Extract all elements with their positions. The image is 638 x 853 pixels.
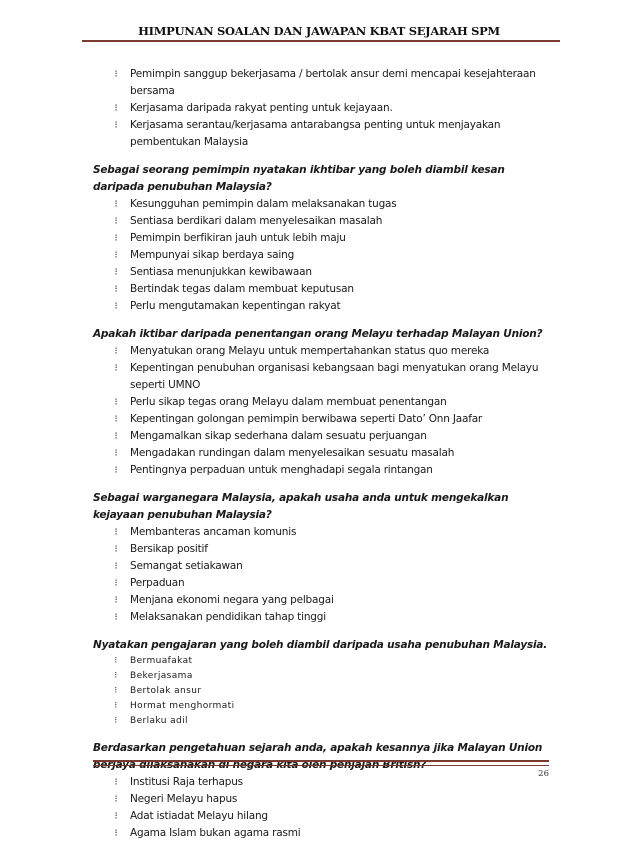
bullet-icon: ⁝ — [114, 199, 118, 210]
list-item — [93, 428, 549, 445]
bullet-icon: ⁝ — [114, 671, 118, 681]
list-item — [93, 774, 549, 791]
page-header — [0, 20, 638, 39]
list-item-text: Kesungguhan pemimpin dalam melaksanakan tugas — [130, 198, 397, 210]
list-item-text: Bermuafakat — [130, 656, 193, 666]
list-item-text: Kerjasama daripada rakyat penting untuk kejayaan. — [130, 102, 393, 114]
list-item — [93, 669, 549, 684]
list-item — [93, 411, 549, 428]
footer-rule — [93, 760, 549, 762]
qa-section — [93, 326, 549, 479]
bullet-icon: ⁝ — [114, 811, 118, 822]
header-rule — [82, 40, 560, 42]
list-item — [93, 524, 549, 541]
list-item-text: Adat istiadat Melayu hilang — [130, 810, 268, 822]
list-item-text: Perlu sikap tegas orang Melayu dalam membuat penentangan — [130, 396, 447, 408]
list-item-text: Pentingnya perpaduan untuk menghadapi segala rintangan — [130, 464, 433, 476]
answer-list — [93, 774, 549, 842]
bullet-icon: ⁝ — [114, 527, 118, 538]
qa-section — [93, 162, 549, 315]
bullet-icon: ⁝ — [114, 346, 118, 357]
list-item — [93, 213, 549, 230]
list-item — [93, 541, 549, 558]
intro-list — [93, 66, 549, 151]
list-item-text: Membanteras ancaman komunis — [130, 526, 297, 538]
list-item-text: Agama Islam bukan agama rasmi — [130, 827, 301, 839]
list-item — [93, 462, 549, 479]
answer-list — [93, 654, 549, 729]
list-item-text: Bertolak ansur — [130, 686, 202, 696]
list-item — [93, 714, 549, 729]
document-body — [93, 66, 549, 853]
list-item — [93, 445, 549, 462]
bullet-icon: ⁝ — [114, 120, 118, 131]
list-item-text: Bekerjasama — [130, 671, 193, 681]
list-item-text: Melaksanakan pendidikan tahap tinggi — [130, 611, 326, 623]
list-item — [93, 575, 549, 592]
bullet-icon: ⁝ — [114, 544, 118, 555]
footer-rule-thin — [93, 765, 549, 766]
bullet-icon: ⁝ — [114, 794, 118, 805]
list-item-text: Sentiasa menunjukkan kewibawaan — [130, 266, 312, 278]
qa-section — [93, 490, 549, 626]
list-item-text: Berlaku adil — [130, 716, 188, 726]
bullet-icon: ⁝ — [114, 595, 118, 606]
list-item — [93, 230, 549, 247]
bullet-icon: ⁝ — [114, 233, 118, 244]
list-item-text: Bersikap positif — [130, 543, 208, 555]
list-item-text: Kepentingan penubuhan organisasi kebangsaan bagi menyatukan orang Melayu seperti UMNO — [130, 362, 539, 391]
list-item-text: Negeri Melayu hapus — [130, 793, 238, 805]
bullet-icon: ⁝ — [114, 363, 118, 374]
list-item — [93, 298, 549, 315]
list-item-text: Mempunyai sikap berdaya saing — [130, 249, 295, 261]
list-item — [93, 247, 549, 264]
list-item — [93, 394, 549, 411]
question-heading: Sebagai seorang pemimpin nyatakan ikhtibar yang boleh diambil kesan daripada penubuhan Malaysia? — [93, 164, 505, 193]
bullet-icon: ⁝ — [114, 301, 118, 312]
list-item-text: Sentiasa berdikari dalam menyelesaikan masalah — [130, 215, 383, 227]
question-heading: Berdasarkan pengetahuan sejarah anda, apakah kesannya jika Malayan Union berjaya dilaksanakan di negara kita oleh penjajah British? — [93, 742, 543, 771]
bullet-icon: ⁝ — [114, 561, 118, 572]
list-item — [93, 66, 549, 100]
bullet-icon: ⁝ — [114, 686, 118, 696]
question-heading: Apakah iktibar daripada penentangan orang Melayu terhadap Malayan Union? — [93, 328, 543, 340]
list-item-text: Perpaduan — [130, 577, 185, 589]
list-item — [93, 343, 549, 360]
list-item — [93, 196, 549, 213]
bullet-icon: ⁝ — [114, 414, 118, 425]
bullet-icon: ⁝ — [114, 267, 118, 278]
bullet-icon: ⁝ — [114, 397, 118, 408]
question-heading: Sebagai warganegara Malaysia, apakah usaha anda untuk mengekalkan kejayaan penubuhan Malaysia? — [93, 492, 509, 521]
bullet-icon: ⁝ — [114, 216, 118, 227]
list-item — [93, 654, 549, 669]
bullet-icon: ⁝ — [114, 777, 118, 788]
qa-section — [93, 740, 549, 842]
list-item — [93, 609, 549, 626]
bullet-icon: ⁝ — [114, 250, 118, 261]
list-item — [93, 264, 549, 281]
list-item — [93, 117, 549, 151]
list-item-text: Mengamalkan sikap sederhana dalam sesuatu perjuangan — [130, 430, 427, 442]
bullet-icon: ⁝ — [114, 448, 118, 459]
list-item — [93, 825, 549, 842]
list-item-text: Menjana ekonomi negara yang pelbagai — [130, 594, 334, 606]
answer-list — [93, 524, 549, 626]
answer-list — [93, 343, 549, 479]
bullet-icon: ⁝ — [114, 103, 118, 114]
bullet-icon: ⁝ — [114, 284, 118, 295]
list-item-text: Bertindak tegas dalam membuat keputusan — [130, 283, 354, 295]
bullet-icon: ⁝ — [114, 701, 118, 711]
bullet-icon: ⁝ — [114, 828, 118, 839]
list-item — [93, 558, 549, 575]
list-item-text: Mengadakan rundingan dalam menyelesaikan sesuatu masalah — [130, 447, 455, 459]
list-item-text: Institusi Raja terhapus — [130, 776, 243, 788]
list-item-text: Perlu mengutamakan kepentingan rakyat — [130, 300, 341, 312]
bullet-icon: ⁝ — [114, 716, 118, 726]
list-item — [93, 360, 549, 394]
list-item-text: Pemimpin berfikiran jauh untuk lebih maju — [130, 232, 346, 244]
bullet-icon: ⁝ — [114, 612, 118, 623]
bullet-icon: ⁝ — [114, 656, 118, 666]
list-item — [93, 592, 549, 609]
list-item — [93, 808, 549, 825]
document-title: HIMPUNAN SOALAN DAN JAWAPAN KBAT SEJARAH SPM — [138, 24, 500, 38]
list-item — [93, 281, 549, 298]
list-item — [93, 100, 549, 117]
list-item — [93, 791, 549, 808]
list-item — [93, 699, 549, 714]
list-item-text: Hormat menghormati — [130, 701, 235, 711]
list-item-text: Pemimpin sanggup bekerjasama / bertolak ansur demi mencapai kesejahteraan bersama — [130, 68, 536, 97]
list-item-text: Kepentingan golongan pemimpin berwibawa seperti Dato’ Onn Jaafar — [130, 413, 483, 425]
bullet-icon: ⁝ — [114, 69, 118, 80]
bullet-icon: ⁝ — [114, 578, 118, 589]
list-item-text: Menyatukan orang Melayu untuk mempertahankan status quo mereka — [130, 345, 490, 357]
bullet-icon: ⁝ — [114, 465, 118, 476]
list-item — [93, 684, 549, 699]
answer-list — [93, 196, 549, 315]
list-item-text: Kerjasama serantau/kerjasama antarabangsa penting untuk menjayakan pembentukan Malaysia — [130, 119, 501, 148]
bullet-icon: ⁝ — [114, 431, 118, 442]
question-heading: Nyatakan pengajaran yang boleh diambil daripada usaha penubuhan Malaysia. — [93, 639, 548, 651]
qa-section — [93, 637, 549, 729]
page-number: 26 — [538, 769, 549, 779]
list-item-text: Semangat setiakawan — [130, 560, 243, 572]
